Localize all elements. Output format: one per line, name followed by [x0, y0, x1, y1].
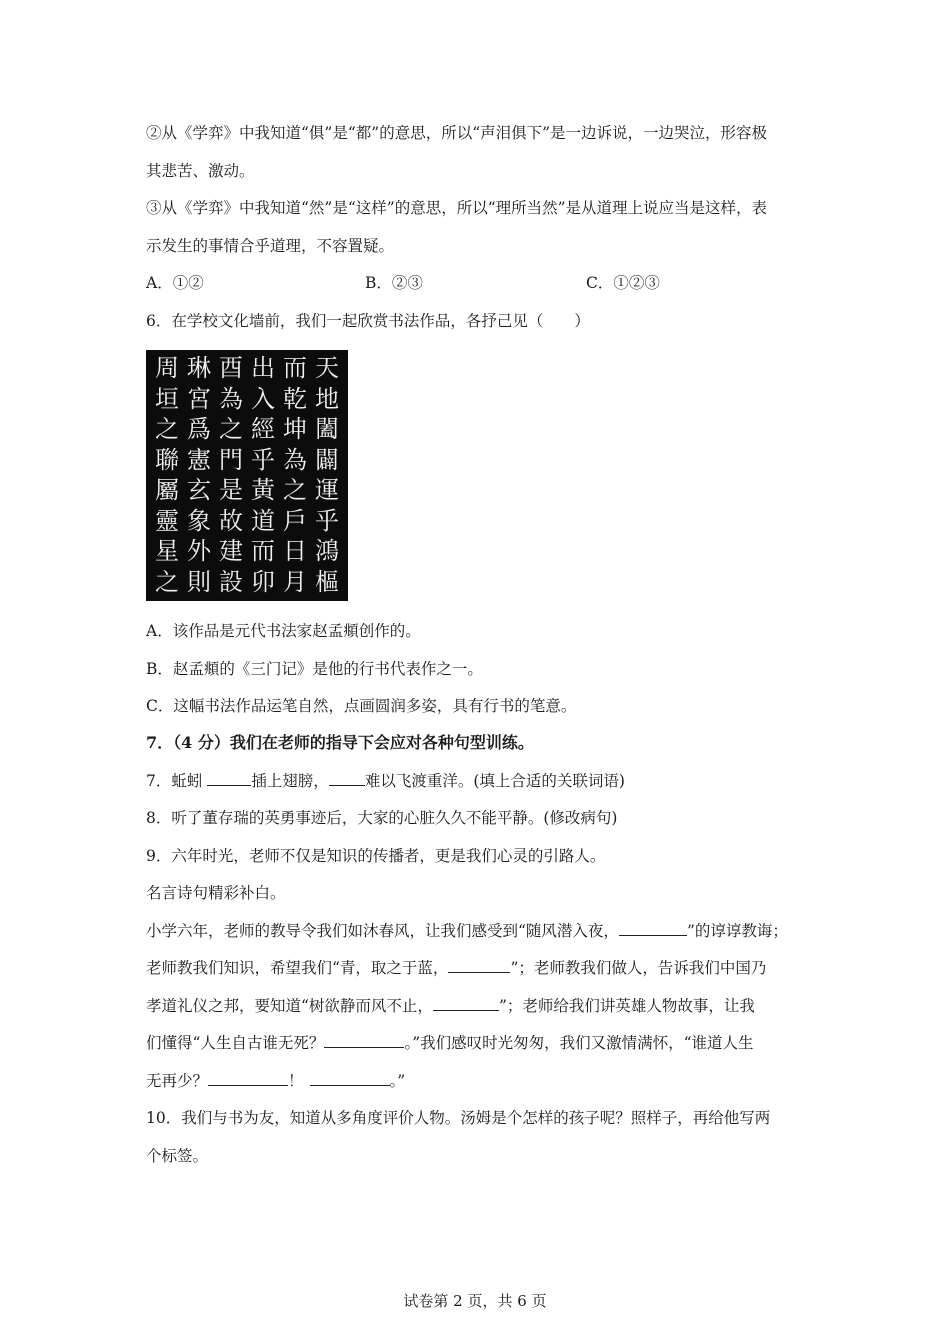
- fill-line-5: [146, 1071, 405, 1091]
- q10-line1: 10．我们与书为友，知道从多角度评价人物。汤姆是个怎样的孩子呢？照样子，再给他写两: [146, 1109, 771, 1127]
- q7-sentence-9: 9．六年时光，老师不仅是知识的传播者，更是我们心灵的引路人。: [146, 847, 606, 865]
- calligraphy-character: 之: [155, 415, 179, 444]
- calligraphy-character: 宮: [187, 384, 211, 413]
- calligraphy-character: 星: [155, 537, 179, 566]
- calligraphy-character: 憲: [187, 445, 211, 474]
- calligraphy-character: 玄: [187, 476, 211, 505]
- calligraphy-character: 琳: [187, 354, 211, 382]
- calligraphy-character: 之: [155, 567, 179, 596]
- calligraphy-character: 運: [315, 476, 339, 505]
- calligraphy-character: 道: [251, 506, 275, 535]
- q6-option-b[interactable]: B．赵孟頫的《三门记》是他的行书代表作之一。: [146, 660, 483, 678]
- fill-line-1: [146, 921, 788, 941]
- calligraphy-character: 設: [219, 567, 243, 596]
- calligraphy-character: 月: [283, 567, 307, 596]
- calligraphy-character: 之: [283, 476, 307, 505]
- calligraphy-character: 酉: [219, 354, 243, 382]
- q6-option-c[interactable]: C．这幅书法作品运笔自然，点画圆润多姿，具有行书的笔意。: [146, 697, 577, 715]
- page-footer: 试卷第 2 页，共 6 页: [403, 1292, 547, 1310]
- calligraphy-column: [312, 354, 342, 597]
- s7-prefix: 7．蚯蚓: [146, 772, 208, 790]
- calligraphy-character: 卯: [251, 567, 275, 596]
- q6-option-a[interactable]: A．该作品是元代书法家赵孟頫创作的。: [146, 622, 421, 640]
- calligraphy-character: 屬: [155, 476, 179, 505]
- calligraphy-column: [152, 354, 182, 597]
- calligraphy-character: 樞: [315, 567, 339, 596]
- calligraphy-column: [280, 354, 310, 597]
- calligraphy-character: 出: [251, 354, 275, 382]
- fill-text: ！: [288, 1072, 304, 1090]
- blank-5[interactable]: [433, 996, 499, 1011]
- s7-middle: 插上翅膀，: [251, 772, 329, 790]
- calligraphy-character: 黃: [251, 476, 275, 505]
- fill-text: 们懂得“人生自古谁无死？: [146, 1034, 325, 1052]
- q6-stem: 6．在学校文化墙前，我们一起欣赏书法作品，各抒己见（ ）: [146, 312, 590, 330]
- fill-text: 无再少？: [146, 1072, 209, 1090]
- q7-sentence-8: 8．听了董存瑞的英勇事迹后，大家的心脏久久不能平静。(修改病句): [146, 809, 618, 827]
- calligraphy-character: 象: [187, 506, 211, 535]
- calligraphy-character: 是: [219, 476, 243, 505]
- calligraphy-character: 乾: [283, 384, 307, 413]
- blank-3[interactable]: [619, 921, 687, 936]
- calligraphy-character: 而: [283, 354, 307, 382]
- calligraphy-character: 乎: [315, 506, 339, 535]
- calligraphy-character: 經: [251, 415, 275, 444]
- calligraphy-column: [216, 354, 246, 597]
- calligraphy-character: 門: [219, 445, 243, 474]
- calligraphy-character: 故: [219, 506, 243, 535]
- calligraphy-character: 闢: [315, 445, 339, 474]
- calligraphy-character: 垣: [155, 384, 179, 413]
- calligraphy-character: 周: [155, 354, 179, 382]
- q5-item3-line1: ③从《学弈》中我知道“然”是“这样”的意思，所以“理所当然”是从道理上说应当是这样，表: [146, 199, 768, 217]
- fill-line-4: [146, 1033, 754, 1053]
- fill-text: 。”: [389, 1072, 406, 1090]
- blank-2[interactable]: [329, 771, 365, 786]
- q5-option-a[interactable]: A．①②: [146, 274, 204, 292]
- calligraphy-character: 天: [315, 354, 339, 382]
- calligraphy-character: 爲: [187, 415, 211, 444]
- calligraphy-character: 為: [219, 384, 243, 413]
- calligraphy-character: 建: [219, 537, 243, 566]
- fill-text: ”；老师教我们做人，告诉我们中国乃: [510, 959, 767, 977]
- calligraphy-character: 日: [283, 537, 307, 566]
- calligraphy-character: 入: [251, 384, 275, 413]
- calligraphy-character: 地: [315, 384, 339, 413]
- q10-line2: 个标签。: [146, 1147, 209, 1165]
- calligraphy-character: 為: [283, 445, 307, 474]
- calligraphy-character: 則: [187, 567, 211, 596]
- fill-line-3: [146, 996, 755, 1016]
- fill-text: ”的谆谆教诲；: [686, 922, 788, 940]
- calligraphy-character: 闔: [315, 415, 339, 444]
- q5-option-c[interactable]: C．①②③: [586, 274, 660, 292]
- calligraphy-character: 靈: [155, 506, 179, 535]
- calligraphy-character: 而: [251, 537, 275, 566]
- calligraphy-column: [184, 354, 214, 597]
- blank-6[interactable]: [324, 1033, 404, 1048]
- q7-sentence-7: [146, 771, 625, 791]
- calligraphy-character: 之: [219, 415, 243, 444]
- q5-item2-line2: 其悲苦、激动。: [146, 162, 255, 180]
- blank-4[interactable]: [448, 958, 510, 973]
- blank-1[interactable]: [207, 771, 251, 786]
- calligraphy-image: [146, 350, 348, 601]
- s7-suffix: 难以飞渡重洋。(填上合适的关联词语): [364, 772, 625, 790]
- blank-7[interactable]: [208, 1071, 288, 1086]
- fill-title: 名言诗句精彩补白。: [146, 884, 286, 902]
- fill-text: 孝道礼仪之邦，要知道“树欲静而风不止，: [146, 997, 433, 1015]
- fill-text: 老师教我们知识，希望我们“青，取之于蓝，: [146, 959, 449, 977]
- q7-heading: 7．（4 分）我们在老师的指导下会应对各种句型训练。: [146, 733, 534, 752]
- calligraphy-character: 聯: [155, 445, 179, 474]
- q5-option-b[interactable]: B．②③: [365, 274, 423, 292]
- q5-item3-line2: 示发生的事情合乎道理，不容置疑。: [146, 237, 395, 255]
- calligraphy-character: 鴻: [315, 537, 339, 566]
- q5-item2-line1: ②从《学弈》中我知道“俱”是“都”的意思，所以“声泪俱下”是一边诉说，一边哭泣，形容极: [146, 124, 768, 142]
- fill-text: 小学六年，老师的教导令我们如沐春风，让我们感受到“随风潜入夜，: [146, 922, 619, 940]
- fill-line-2: [146, 958, 766, 978]
- calligraphy-character: 戶: [283, 506, 307, 535]
- fill-text: ”；老师给我们讲英雄人物故事，让我: [498, 997, 755, 1015]
- blank-8[interactable]: [310, 1071, 390, 1086]
- calligraphy-character: 外: [187, 537, 211, 566]
- calligraphy-character: 坤: [283, 415, 307, 444]
- fill-text: 。”我们感叹时光匆匆，我们又激情满怀，“谁道人生: [404, 1034, 754, 1052]
- calligraphy-character: 乎: [251, 445, 275, 474]
- calligraphy-column: [248, 354, 278, 597]
